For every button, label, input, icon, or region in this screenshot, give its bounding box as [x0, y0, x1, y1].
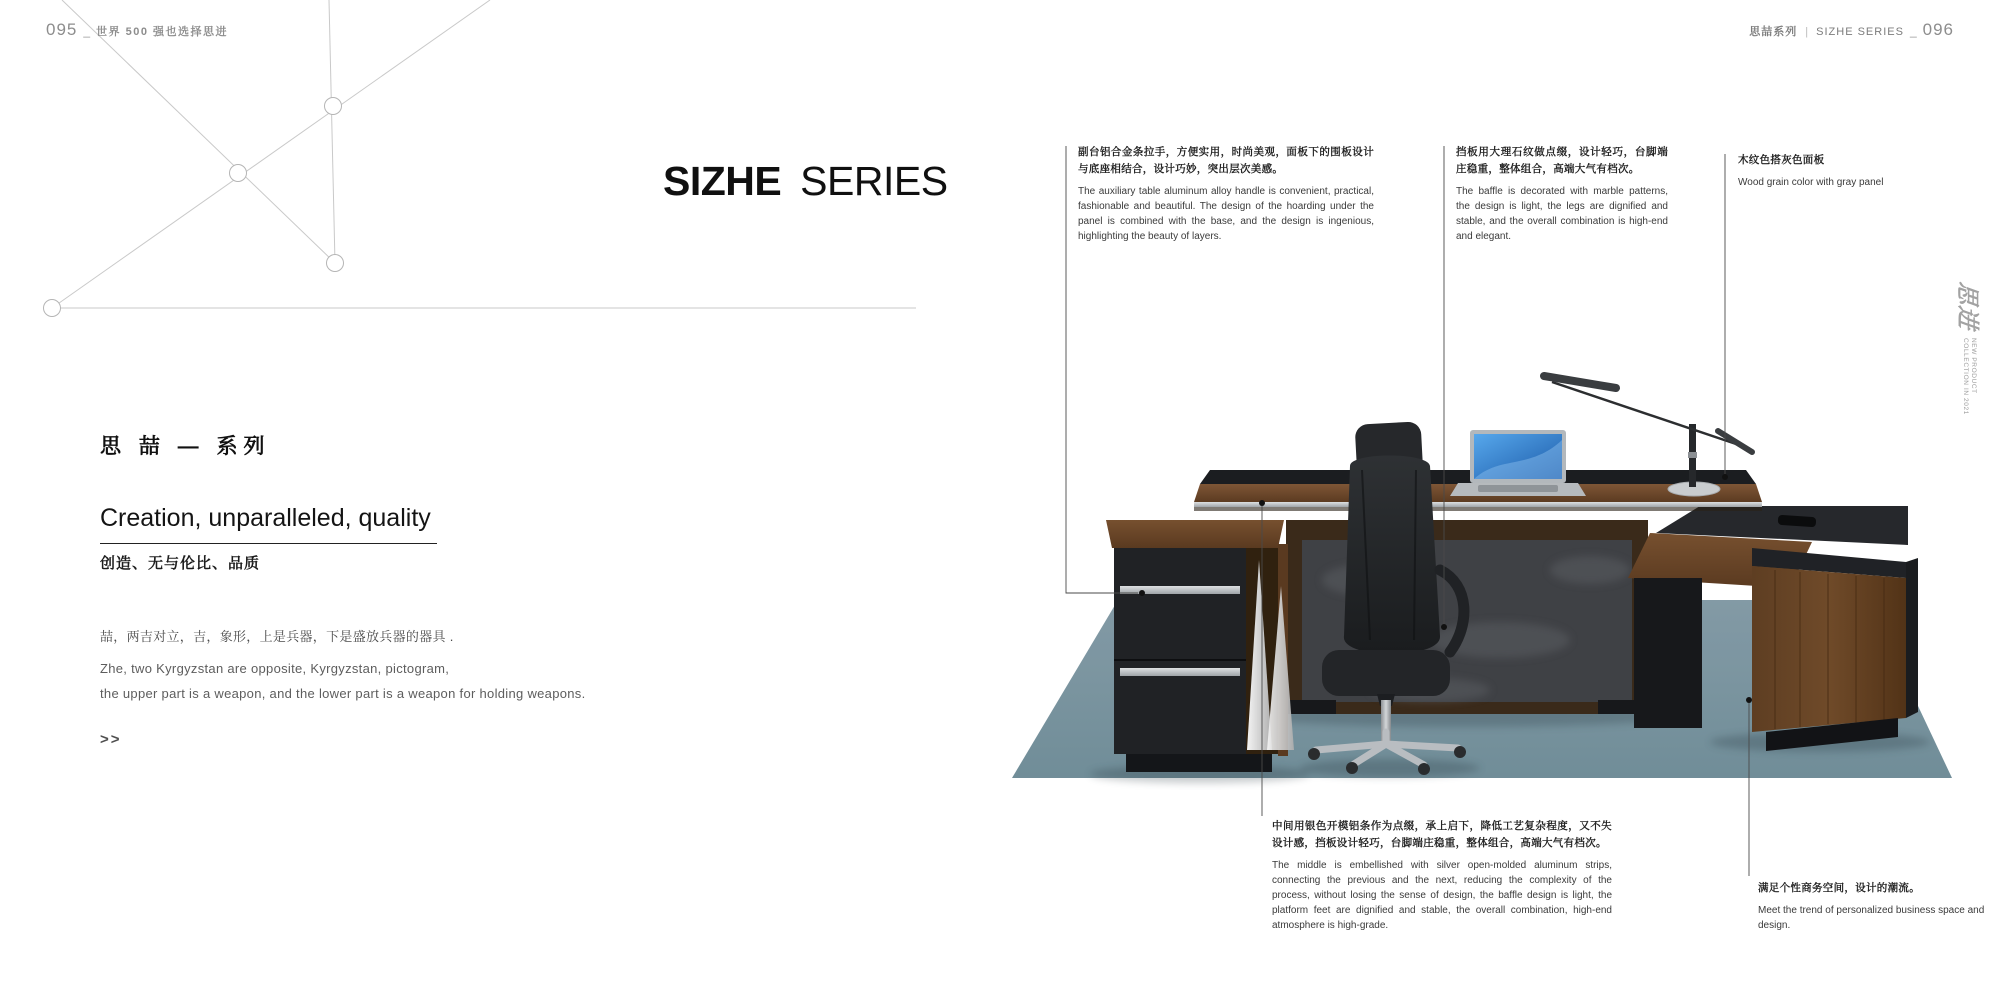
annotation-en: The baffle is decorated with marble patterns, the design is light, the legs are dignified and stable, and the overall combination is high-end and elegant. [1456, 186, 1668, 242]
annotation-zh: 满足个性商务空间，设计的潮流。 [1758, 882, 1920, 894]
annotation-zh: 木纹色搭灰色面板 [1738, 154, 1825, 166]
page-number-left: 095 [46, 20, 78, 39]
page-title [663, 158, 948, 205]
annotation-business-space [1758, 880, 1996, 933]
page-title-primary: SIZHE [663, 158, 782, 204]
header-series-en: SIZHE SERIES [1816, 26, 1904, 38]
series-heading-zh: 思 喆 — 系列 [100, 435, 271, 458]
body-en-line1: Zhe, two Kyrgyzstan are opposite, Kyrgyzstan, pictogram, [100, 661, 450, 676]
leader-dot [1139, 590, 1145, 596]
annotation-en: The auxiliary table aluminum alloy handle is convenient, practical, fashionable and beautiful. The design of the hoarding under the panel is combined with the base, and the design is ingenious, highlighting the beauty of layers. [1078, 186, 1374, 242]
subtitle-en: Creation, unparalleled, quality [100, 504, 437, 544]
annotation-baffle-marble [1456, 144, 1668, 244]
annotation-aux-handle [1078, 144, 1374, 244]
brand-subtext-line1: NEW PRODUCT [1970, 338, 1978, 394]
annotation-en: The middle is embellished with silver open-molded aluminum strips, connecting the previous and the next, reducing the complexity of the process, without losing the sense of design, the baffle design is light, the platform feet are dignified and stable, the overall combination, high-end atmosphere is high-grade. [1272, 860, 1612, 931]
header-left [46, 20, 228, 40]
node-circle [327, 255, 344, 272]
page-title-secondary: SERIES [800, 158, 948, 204]
node-circle [44, 300, 61, 317]
header-series-zh: 思喆系列 [1749, 26, 1798, 38]
header-tagline: 世界 500 强也选择思进 [96, 26, 229, 38]
body-zh: 喆，两吉对立，吉，象形，上是兵器，下是盛放兵器的器具 . [100, 629, 454, 644]
header-separator: _ [1909, 24, 1917, 38]
leader-dot [1259, 500, 1265, 506]
annotation-en: Meet the trend of personalized business space and design. [1758, 905, 1985, 931]
brand-subtext-line2: COLLECTION IN 2021 [1962, 338, 1970, 415]
brand-logo: 思进 [1955, 280, 1981, 332]
header-divider: | [1805, 26, 1809, 38]
subtitle-zh: 创造、无与伦比、品质 [100, 555, 261, 572]
leader-dot [1722, 474, 1728, 480]
annotation-wood-gray [1738, 152, 1968, 190]
annotation-zh: 挡板用大理石纹做点缀，设计轻巧，台脚端庄稳重，整体组合，高端大气有档次。 [1456, 146, 1668, 175]
body-en-line2: the upper part is a weapon, and the lower part is a weapon for holding weapons. [100, 686, 586, 701]
leader-dot [1441, 624, 1447, 630]
annotation-en: Wood grain color with gray panel [1738, 177, 1884, 188]
leader-dot [1746, 697, 1752, 703]
annotation-zh: 副台铝合金条拉手，方便实用，时尚美观，面板下的围板设计与底座相结合，设计巧妙，突出层次美感。 [1078, 146, 1374, 175]
node-circle [230, 165, 247, 182]
node-circle [325, 98, 342, 115]
annotation-silver-strip [1272, 818, 1612, 933]
page-number-right: 096 [1922, 20, 1954, 39]
header-separator: _ [83, 24, 91, 38]
annotation-zh: 中间用银色开模铝条作为点缀，承上启下，降低工艺复杂程度，又不失设计感，挡板设计轻巧，台脚端庄稳重，整体组合，高端大气有档次。 [1272, 820, 1612, 849]
more-indicator: >> [100, 731, 122, 748]
